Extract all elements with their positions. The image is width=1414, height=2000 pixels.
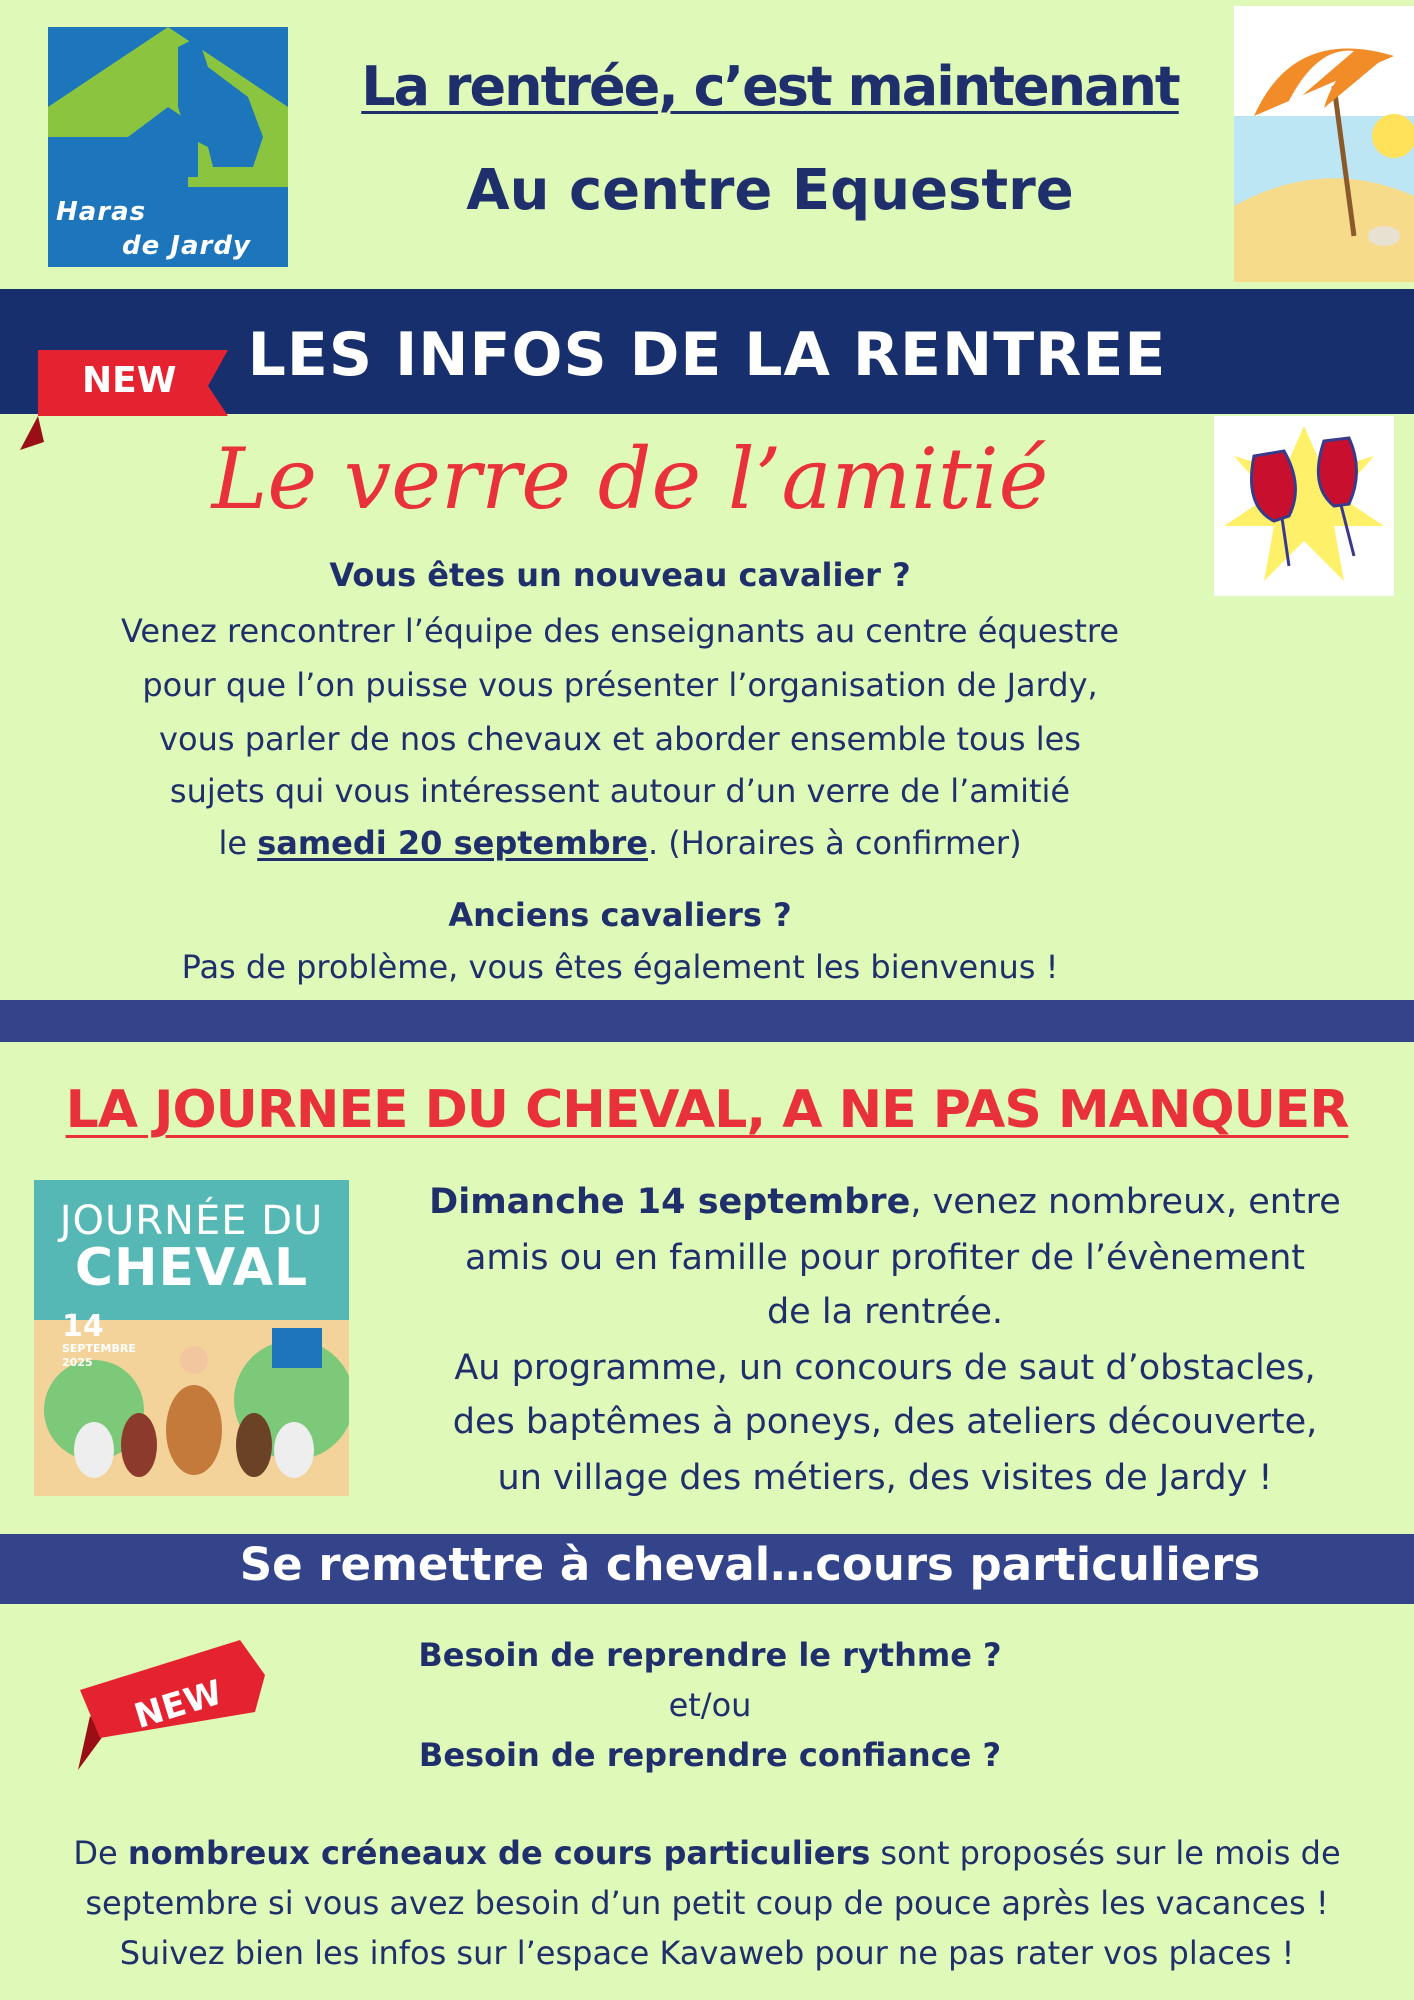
logo-line1: Haras xyxy=(56,197,147,227)
cours-text-line xyxy=(0,1834,1414,1872)
amitie-question: Vous êtes un nouveau cavalier ? xyxy=(329,556,911,594)
cheval-date: Dimanche 14 septembre xyxy=(429,1182,911,1222)
amitie-title: Le verre de l’amitié xyxy=(211,430,1049,528)
page-title: La rentrée, c’est maintenant xyxy=(361,55,1179,118)
cheval-text-line xyxy=(380,1182,1390,1222)
cours-et-ou: et/ou xyxy=(668,1686,752,1724)
poster-month: SEPTEMBRE xyxy=(62,1342,136,1355)
amitie-text-line: sujets qui vous intéressent autour d’un verre de l’amitié xyxy=(169,772,1071,810)
cours-band-title: Se remettre à cheval…cours particuliers xyxy=(239,1538,1261,1591)
page-subtitle: Au centre Equestre xyxy=(466,158,1074,223)
cheval-line1-rest: , venez nombreux, entre xyxy=(910,1182,1341,1222)
beach-umbrella-image xyxy=(1234,6,1414,282)
cours-question2: Besoin de reprendre confiance ? xyxy=(418,1736,1002,1774)
amitie-date: samedi 20 septembre xyxy=(257,824,648,862)
infos-band-title: LES INFOS DE LA RENTREE xyxy=(247,320,1167,390)
poster-day: 14 xyxy=(62,1309,104,1344)
amitie-date-line xyxy=(0,824,1240,862)
cheval-text-line: amis ou en famille pour profiter de l’évènement xyxy=(464,1238,1306,1278)
beach-umbrella-icon xyxy=(1234,6,1414,282)
cheval-text-line: un village des métiers, des visites de Jardy ! xyxy=(497,1458,1273,1498)
cours-question1: Besoin de reprendre le rythme ? xyxy=(418,1636,1002,1674)
poster-title-line2: CHEVAL xyxy=(74,1238,309,1298)
anciens-answer: Pas de problème, vous êtes également les bienvenus ! xyxy=(181,948,1059,986)
cheval-text-line: Au programme, un concours de saut d’obstacles, xyxy=(454,1348,1316,1388)
poster-title-line1: JOURNÉE DU xyxy=(59,1198,324,1244)
cours-highlight: nombreux créneaux de cours particuliers xyxy=(127,1834,871,1872)
cours-line1-suffix: sont proposés sur le mois de xyxy=(870,1834,1341,1872)
wine-glasses-image xyxy=(1214,416,1394,596)
new-badge: NEW xyxy=(82,360,177,401)
cheval-text-line: des baptêmes à poneys, des ateliers découverte, xyxy=(452,1402,1318,1442)
cheval-text-line: de la rentrée. xyxy=(766,1292,1004,1332)
amitie-date-suffix: . (Horaires à confirmer) xyxy=(647,824,1022,862)
poster-date xyxy=(62,1309,136,1370)
logo-line2: de Jardy xyxy=(122,231,251,261)
haras-de-jardy-logo xyxy=(48,27,288,267)
amitie-text-line: vous parler de nos chevaux et aborder ensemble tous les xyxy=(159,720,1081,758)
cheval-title: LA JOURNEE DU CHEVAL, A NE PAS MANQUER xyxy=(65,1080,1349,1140)
section-divider xyxy=(0,1000,1414,1042)
amitie-text-line: Venez rencontrer l’équipe des enseignants au centre équestre xyxy=(120,612,1120,650)
cours-text-line: septembre si vous avez besoin d’un petit coup de pouce après les vacances ! xyxy=(85,1884,1329,1922)
new-badge: NEW xyxy=(129,1672,227,1737)
amitie-text-line: pour que l’on puisse vous présenter l’organisation de Jardy, xyxy=(142,666,1098,704)
amitie-date-prefix: le xyxy=(218,824,258,862)
journee-du-cheval-poster xyxy=(34,1180,349,1496)
cours-line1-prefix: De xyxy=(73,1834,128,1872)
poster-year: 2025 xyxy=(62,1356,93,1369)
logo-text xyxy=(56,195,251,263)
wine-glasses-icon xyxy=(1214,416,1394,596)
cours-text-line: Suivez bien les infos sur l’espace Kavaweb pour ne pas rater vos places ! xyxy=(119,1934,1295,1972)
anciens-question: Anciens cavaliers ? xyxy=(448,896,792,934)
